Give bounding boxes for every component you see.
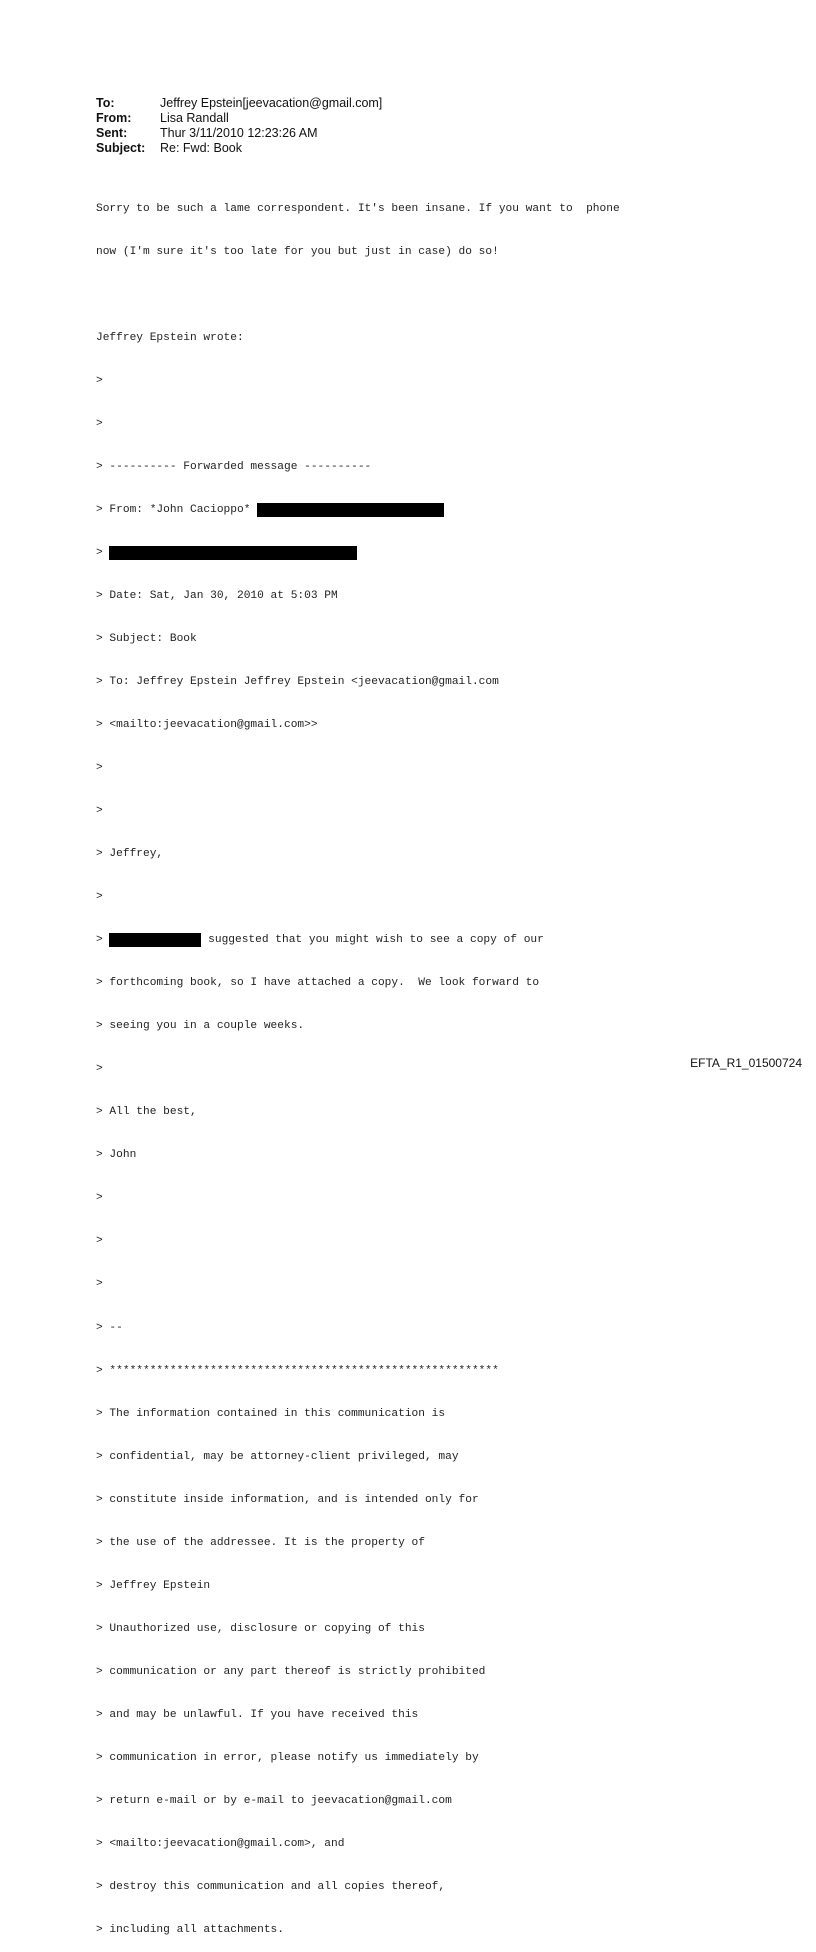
subject-label: Subject: (96, 141, 146, 155)
body-line: > (96, 762, 103, 775)
email-header (96, 96, 382, 156)
body-line: > constitute inside information, and is intended only for (96, 1493, 479, 1506)
body-line: > Jeffrey, (96, 848, 164, 861)
redaction-block (109, 546, 357, 560)
body-line: > seeing you in a couple weeks. (96, 1020, 305, 1033)
subject-value: Re: Fwd: Book (160, 141, 242, 155)
body-line: > All the best, (96, 1106, 197, 1119)
forwarded-from-line (96, 503, 620, 517)
body-line: > Jeffrey Epstein (96, 1579, 211, 1592)
body-line: > <mailto:jeevacation@gmail.com>> (96, 719, 318, 732)
body-line: > (96, 1278, 103, 1291)
body-line: > return e-mail or by e-mail to jeevacation@gmail.com (96, 1794, 452, 1807)
body-line: > communication or any part thereof is strictly prohibited (96, 1665, 486, 1678)
body-line: > (96, 1063, 103, 1076)
body-line: > Subject: Book (96, 633, 197, 645)
to-label: To: (96, 96, 115, 110)
body-line: > John (96, 1149, 137, 1162)
from-value: Lisa Randall (160, 111, 229, 125)
forwarded-from-text: > From: *John Cacioppo* (96, 503, 258, 516)
body-line: > -- (96, 1321, 123, 1334)
quote-marker: > (96, 934, 110, 947)
body-line: > and may be unlawful. If you have received this (96, 1708, 419, 1721)
redacted-line (96, 546, 620, 560)
sent-label: Sent: (96, 126, 128, 140)
body-line: > <mailto:jeevacation@gmail.com>, and (96, 1837, 345, 1850)
body-line: > the use of the addressee. It is the property of (96, 1536, 425, 1549)
to-value: Jeffrey Epstein[jeevacation@gmail.com] (160, 96, 383, 110)
quote-marker: > (96, 546, 110, 559)
body-line: > forthcoming book, so I have attached a copy. We look forward to (96, 977, 540, 990)
body-line: > (96, 891, 103, 904)
sent-row (96, 126, 382, 141)
body-line: > Date: Sat, Jan 30, 2010 at 5:03 PM (96, 589, 338, 602)
body-line: Sorry to be such a lame correspondent. It's been insane. If you want to phone (96, 202, 620, 215)
redaction-block (257, 503, 444, 517)
sentence-text: suggested that you might wish to see a copy of our (201, 934, 544, 947)
from-row (96, 111, 382, 126)
body-line: > destroy this communication and all copies thereof, (96, 1880, 446, 1893)
body-line: > (96, 1235, 103, 1248)
body-line: > (96, 374, 103, 387)
body-line: > Unauthorized use, disclosure or copying of this (96, 1622, 425, 1635)
body-line: Jeffrey Epstein wrote: (96, 331, 244, 344)
body-line: > ********************************************************** (96, 1364, 499, 1377)
sent-value: Thur 3/11/2010 12:23:26 AM (160, 126, 318, 140)
body-line: > (96, 805, 103, 818)
document-id: EFTA_R1_01500724 (690, 1056, 802, 1070)
body-line: > The information contained in this communication is (96, 1407, 446, 1420)
body-line: > To: Jeffrey Epstein Jeffrey Epstein <jeevacation@gmail.com (96, 676, 499, 689)
from-label: From: (96, 111, 132, 125)
body-line: > (96, 1192, 103, 1205)
subject-row (96, 141, 382, 156)
body-line: > communication in error, please notify us immediately by (96, 1751, 479, 1764)
redacted-sentence-line (96, 933, 620, 947)
body-line: > (96, 417, 103, 430)
to-row (96, 96, 382, 111)
body-line: > confidential, may be attorney-client privileged, may (96, 1450, 459, 1463)
body-line (96, 288, 620, 302)
body-line: now (I'm sure it's too late for you but just in case) do so! (96, 245, 499, 258)
email-body (96, 173, 620, 1952)
body-line: > including all attachments. (96, 1923, 284, 1936)
body-line: > ---------- Forwarded message ---------- (96, 460, 372, 473)
redaction-block (109, 933, 201, 947)
